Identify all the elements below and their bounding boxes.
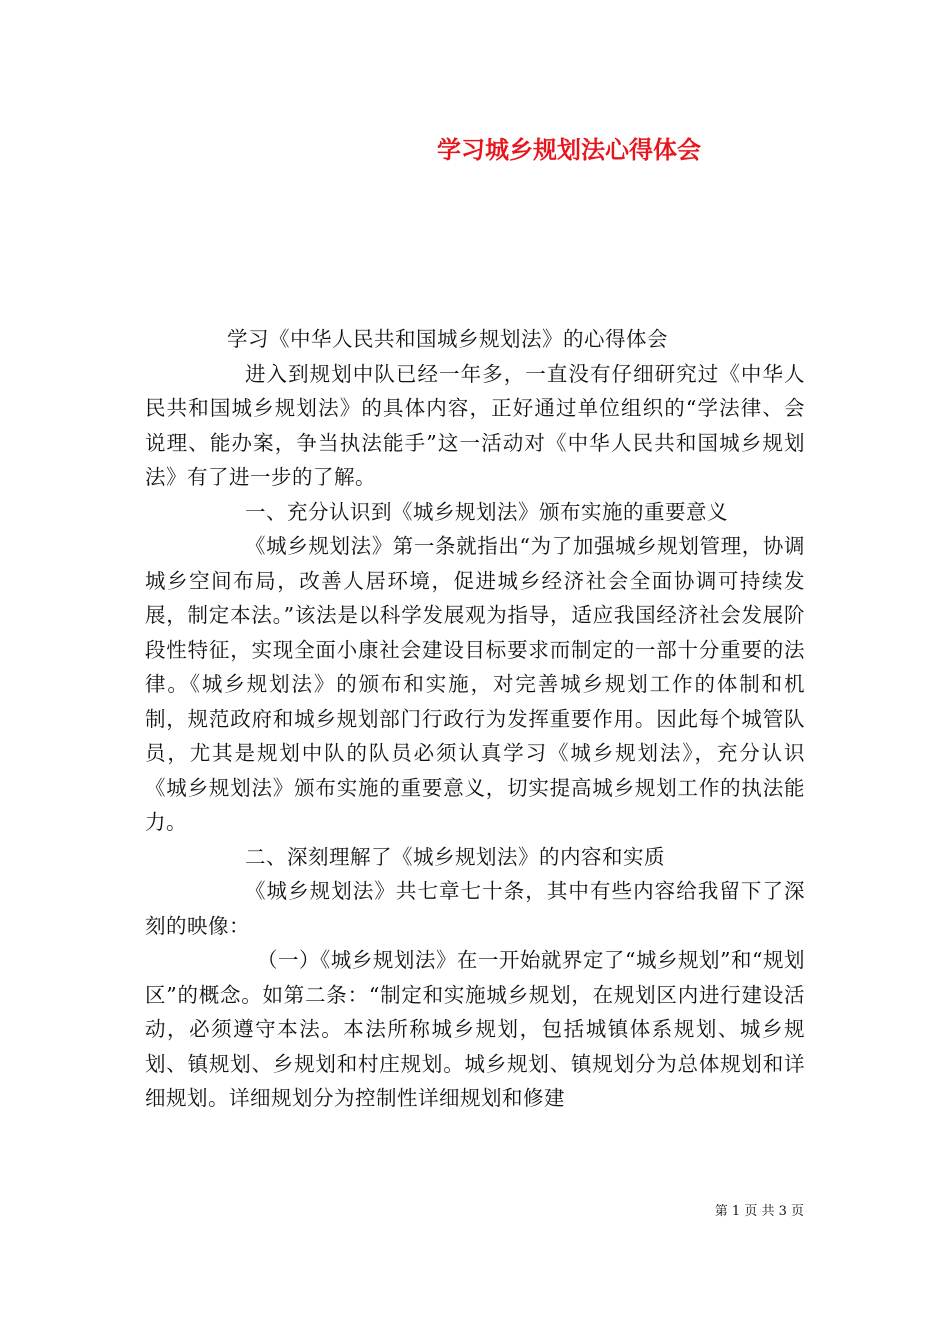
paragraph-section-2: 《城乡规划法》共七章七十条，其中有些内容给我留下了深刻的映像： [145,879,805,938]
paragraph-subsection-1: （一）《城乡规划法》在一开始就界定了“城乡规划”和“规划区”的概念。如第二条：“制定和实施城乡规划，在规划区内进行建设活动，必须遵守本法。本法所称城乡规划，包括城镇体系规划、城乡规划、镇规划、乡规划和村庄规划。城乡规划、镇规划分为总体规划和详细规划。详细规划分为控制性详细规划和修建 [145,948,805,1110]
section-heading-1: 一、充分认识到《城乡规划法》颁布实施的重要意义 [245,499,728,524]
section-heading-2: 二、深刻理解了《城乡规划法》的内容和实质 [245,844,665,869]
page-footer: 第 1 页 共 3 页 [714,1204,804,1219]
paragraph-section-1: 《城乡规划法》第一条就指出“为了加强城乡规划管理，协调城乡空间布局，改善人居环境，促进城乡经济社会全面协调可持续发展，制定本法。”该法是以科学发展观为指导，适应我国经济社会发展阶段性特征，实现全面小康社会建设目标要求而制定的一部十分重要的法律。《城乡规划法》的颁布和实施，对完善城乡规划工作的体制和机制，规范政府和城乡规划部门行政行为发挥重要作用。因此每个城管队员，尤其是规划中队的队员必须认真学习《城乡规划法》，充分认识《城乡规划法》颁布实施的重要意义，切实提高城乡规划工作的执法能力。 [145,534,805,834]
paragraph-intro: 进入到规划中队已经一年多，一直没有仔细研究过《中华人民共和国城乡规划法》的具体内容，正好通过单位组织的“学法律、会说理、能办案，争当执法能手”这一活动对《中华人民共和国城乡规划法》有了进一步的了解。 [145,361,805,489]
document-title: 学习城乡规划法心得体会 [437,135,701,164]
document-subtitle: 学习《中华人民共和国城乡规划法》的心得体会 [227,327,668,351]
document-body [145,322,805,1116]
